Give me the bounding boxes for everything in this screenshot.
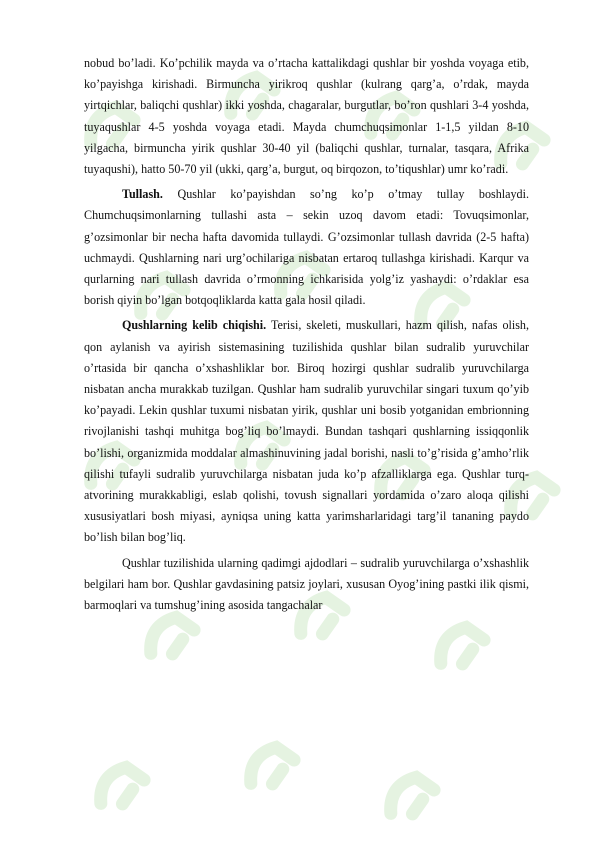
- paragraph-heading-origin: Qushlarning kelib chiqishi.: [122, 318, 267, 333]
- paragraph-molting: [84, 184, 529, 311]
- watermark-mark: [243, 742, 294, 796]
- watermark-mark: [433, 622, 484, 676]
- paragraph-text: Terisi, skeleti, muskullari, hazm qilish, nafas olish, qon aylanish va ayirish sistemasining tuzilishida qushlar bilan sudralib yuruvchilar o’rtasida bir qancha o’xshashliklar bor. Biroq hozirgi qushlar sudralib yuruvchilarga nisbatan ancha murakkab tuzilgan. Qushlar ham sudralib yuruvchilar singari tuxum qo’yib ko’payadi. Lekin qushlar tuxumi nisbatan yirik, qushlar uni bosib yotganidan embrionning rivojlanishi tashqi muhitga bog’liq bo’lmaydi. Bundan tashqari qushlarning issiqqonlik bo’lishi, organizmida moddalar almashinuvining jadal borishi, nasli to’g’risida g’amho’rlik qilishi tufayli sudralib yuruvchilarga nisbatan juda ko’p afzalliklarga ega. Qushlar turq-atvorining murakkabligi, eslab qolishi, tovush signallari yordamida o’zaro aloqa qilishi xususiyatlari bosh miyasi, ayniqsa uning katta yarimsharlaridagi targ’il tananing paydo bo’lish bilan bog’liq.: [84, 318, 529, 545]
- paragraph-origin: [84, 315, 529, 548]
- paragraph-text: nobud bo’ladi. Ko’pchilik mayda va o’rtacha kattalikdagi qushlar bir yoshda voyaga etib, ko’payishga kirishadi. Birmuncha yirikroq qushlar (kulrang qarg’a, o’rdak, mayda yirtqichlar, baliqchi qushlar) ikki yoshda, chagaralar, burgutlar, bo’ron qushlari 3-4 yoshda, tuyaqushlar 4-5 yoshda voyaga etadi. Mayda chumchuqsimonlar 1-1,5 yildan 8-10 yilgacha, birmuncha yirik qushlar 30-40 yil (baliqchi qushlar, turnalar, tasqara, Afrika tuyaqushi), hatto 50-70 yil (ukki, qarg’a, burgut, oq birqozon, to’tiqushlar) umr ko’radi.: [84, 56, 529, 177]
- paragraph-lifespan: [84, 53, 529, 180]
- watermark-mark: [383, 772, 434, 826]
- paragraph-text: Qushlar ko’payishdan so’ng ko’p o’tmay tullay boshlaydi. Chumchuqsimonlarning tullashi asta – sekin uzoq davom etadi: Tovuqsimonlar, g’ozsimonlar bir necha hafta davomida tullaydi. G’ozsimonlar tullash davrida (2-5 hafta) uchmaydi. Qushlarning nari urg’ochilariga nisbatan ertaroq tullashga kirishadi. Karqur va qurlarning nari tullash davrida o’rmonning ichkarisida yolg’iz yashaydi: o’rdaklar esa borish qiyin bo’lgan botqoqliklarda katta gala hosil qiladi.: [84, 187, 529, 308]
- paragraph-heading-tullash: Tullash.: [122, 187, 163, 202]
- paragraph-text: Qushlar tuzilishida ularning qadimgi ajdodlari – sudralib yuruvchilarga o’xshashlik belgilari ham bor. Qushlar gavdasining patsiz joylari, xususan Oyog’ining pastki ilik qismi, barmoqlari va tumshug’ining asosida tangachalar: [84, 555, 529, 613]
- watermark-mark: [143, 612, 194, 666]
- paragraph-ancestors: [84, 553, 529, 617]
- watermark-mark: [93, 762, 144, 816]
- document-body: [84, 53, 529, 620]
